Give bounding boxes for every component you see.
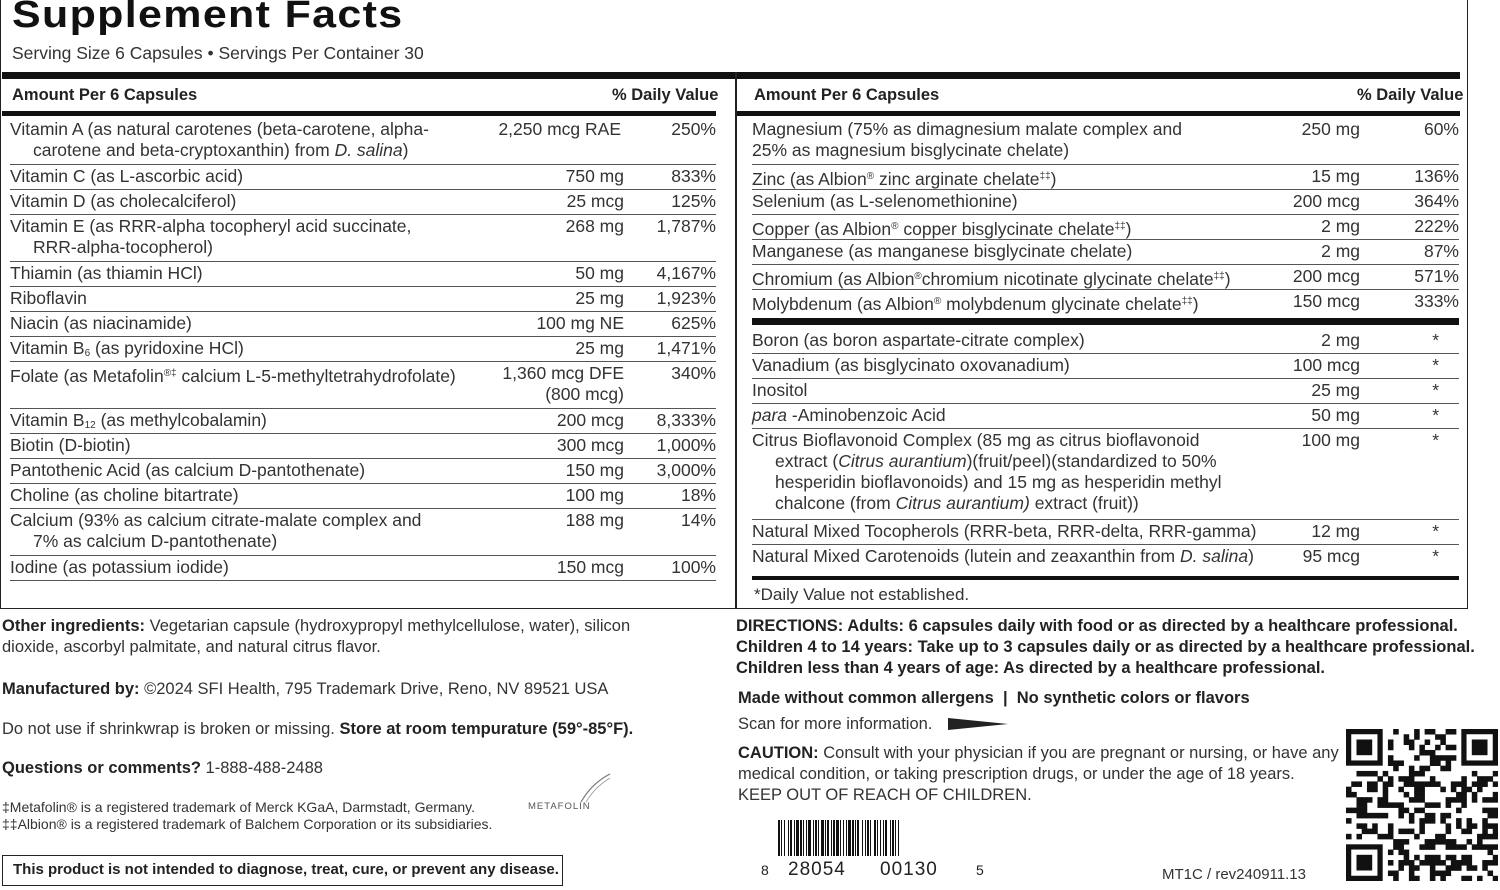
page-title: Supplement Facts xyxy=(12,0,404,36)
disclaimer-box: This product is not intended to diagnose, treat, cure, or prevent any disease. xyxy=(2,855,563,886)
barcode-digit-right: 5 xyxy=(976,862,984,878)
nutrient-row: Vitamin A (as natural carotenes (beta-carotene, alpha- carotene and beta-cryptoxanthin) from D. salina) 2,250 mcg RAE 250% xyxy=(10,119,716,160)
left-amount-header: Amount Per 6 Capsules xyxy=(12,86,198,104)
qr-code[interactable] xyxy=(1346,729,1498,881)
questions: Questions or comments? 1-888-488-2488 xyxy=(2,759,323,777)
top-thick-bar xyxy=(2,72,1460,79)
right-header-bar xyxy=(737,111,1460,116)
barcode xyxy=(778,820,970,864)
manufactured-by: Manufactured by: ©2024 SFI Health, 795 Trademark Drive, Reno, NV 89521 USA xyxy=(2,680,609,698)
storage-info: Do not use if shrinkwrap is broken or missing. Store at room tempurature (59°-85°F). xyxy=(2,720,634,738)
scan-text: Scan for more information. xyxy=(738,715,933,733)
section-bar xyxy=(752,318,1459,325)
right-dv-header: % Daily Value xyxy=(1357,86,1464,104)
serving-info: Serving Size 6 Capsules • Servings Per Container 30 xyxy=(12,43,424,63)
product-code: MT1C / rev240911.13 xyxy=(1162,866,1306,883)
metafolin-logo: METAFOLIN xyxy=(526,772,616,812)
footnote-bar xyxy=(752,576,1459,580)
directions: DIRECTIONS: Adults: 6 capsules daily with food or as directed by a healthcare professional. Children 4 to 14 years: Take up to 3 capsules daily or as directed by a healthcare professional. Children less than 4 years of age: As directed by a healthcare professional. xyxy=(736,617,1475,677)
left-dv-header: % Daily Value xyxy=(612,86,719,104)
footnote: *Daily Value not established. xyxy=(754,585,970,604)
column-divider xyxy=(735,72,737,609)
other-ingredients: Other ingredients: Vegetarian capsule (hydroxypropyl methylcellulose, water), silicon dioxide, ascorbyl palmitate, and natural citrus flavor. xyxy=(2,617,631,656)
barcode-digit-left: 8 xyxy=(761,862,769,878)
allergen-statement: Made without common allergens | No synthetic colors or flavors xyxy=(738,689,1250,707)
barcode-digits-a: 28054 xyxy=(788,859,846,880)
caution: CAUTION: Consult with your physician if you are pregnant or nursing, or have any medical condition, or taking prescription drugs, or under the age of 18 years. KEEP OUT OF REACH OF CHILDREN. xyxy=(738,744,1339,804)
arrow-right-icon xyxy=(948,717,1008,735)
left-header-bar xyxy=(2,111,716,116)
right-amount-header: Amount Per 6 Capsules xyxy=(754,86,940,104)
trademark-notes: ‡Metafolin® is a registered trademark of Merck KGaA, Darmstadt, Germany. ‡‡Albion® is a registered trademark of Balchem Corporation or its subsidiaries. xyxy=(2,799,493,832)
barcode-digits-b: 00130 xyxy=(880,859,938,880)
